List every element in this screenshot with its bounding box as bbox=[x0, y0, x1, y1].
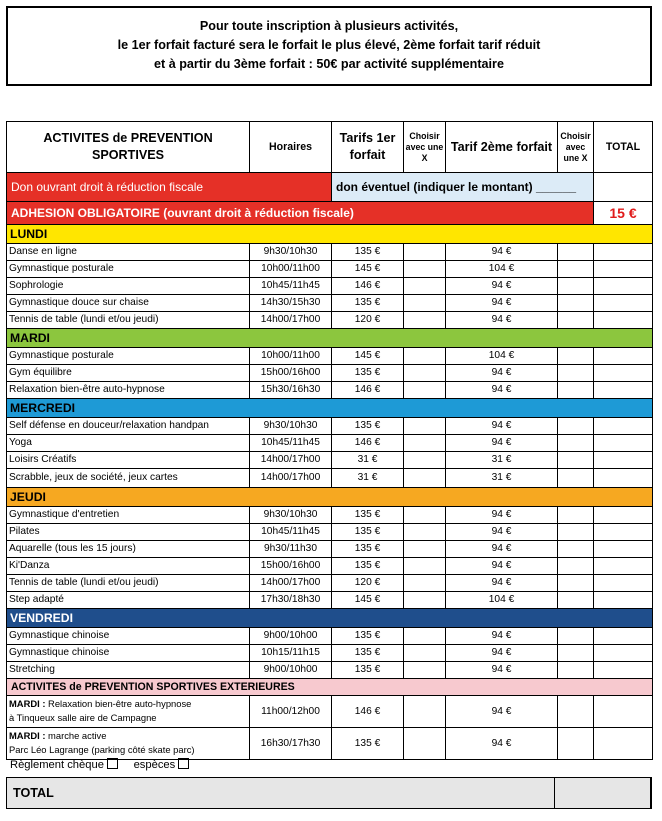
tarif-1-value: 120 € bbox=[332, 312, 404, 328]
tarif-2-value: 31 € bbox=[446, 469, 558, 487]
tarif-1-value: 135 € bbox=[332, 244, 404, 260]
tarif-2-value: 94 € bbox=[446, 541, 558, 557]
tarif-1-value: 145 € bbox=[332, 261, 404, 277]
activity-name: Gymnastique chinoise bbox=[7, 628, 250, 644]
registration-table bbox=[6, 121, 653, 760]
row-total-cell[interactable] bbox=[594, 696, 653, 727]
exterior-activity-location: à Tinqueux salle aire de Campagne bbox=[9, 712, 157, 723]
day-header-mardi bbox=[7, 329, 653, 348]
header-choisir-2: Choisir avec une X bbox=[558, 122, 594, 172]
activity-name: Gymnastique posturale bbox=[7, 261, 250, 277]
tarif-1-value: 135 € bbox=[332, 645, 404, 661]
exterior-activity-name: Relaxation bien-être auto-hypnose bbox=[45, 698, 192, 709]
choice-2-cell[interactable] bbox=[558, 662, 594, 678]
tarif-1-value: 135 € bbox=[332, 524, 404, 540]
tarif-2-value: 31 € bbox=[446, 452, 558, 468]
activity-time: 10h00/11h00 bbox=[250, 261, 332, 277]
day-label: VENDREDI bbox=[7, 609, 653, 627]
choice-2-cell[interactable] bbox=[558, 541, 594, 557]
choice-2-cell[interactable] bbox=[558, 507, 594, 523]
activity-name: Danse en ligne bbox=[7, 244, 250, 260]
cheque-checkbox[interactable] bbox=[107, 758, 118, 769]
activity-time: 11h00/12h00 bbox=[250, 696, 332, 727]
day-sections bbox=[7, 225, 653, 679]
tarif-1-value: 135 € bbox=[332, 507, 404, 523]
activity-time: 9h00/10h00 bbox=[250, 628, 332, 644]
choice-1-cell[interactable] bbox=[404, 435, 446, 451]
adhesion-fee: 15 € bbox=[594, 202, 653, 224]
exterior-activity-label bbox=[7, 728, 250, 759]
donation-total-cell[interactable] bbox=[594, 173, 653, 201]
tarif-2-value: 94 € bbox=[446, 524, 558, 540]
exterior-activity-label bbox=[7, 696, 250, 727]
activity-row bbox=[7, 348, 653, 365]
choice-2-cell[interactable] bbox=[558, 261, 594, 277]
activity-name: Ki'Danza bbox=[7, 558, 250, 574]
row-total-cell[interactable] bbox=[594, 524, 653, 540]
tarif-2-value: 94 € bbox=[446, 575, 558, 591]
choice-1-cell[interactable] bbox=[404, 728, 446, 759]
choice-2-cell[interactable] bbox=[558, 244, 594, 260]
activity-time: 9h30/10h30 bbox=[250, 244, 332, 260]
choice-2-cell[interactable] bbox=[558, 728, 594, 759]
activity-row bbox=[7, 295, 653, 312]
choice-1-cell[interactable] bbox=[404, 469, 446, 487]
choice-1-cell[interactable] bbox=[404, 558, 446, 574]
notice-line-1: Pour toute inscription à plusieurs activités, bbox=[199, 19, 459, 33]
grand-total-label: TOTAL bbox=[7, 778, 555, 808]
activity-name: Gymnastique posturale bbox=[7, 348, 250, 364]
tarif-1-value: 146 € bbox=[332, 696, 404, 727]
day-label: JEUDI bbox=[7, 488, 653, 506]
choice-2-cell[interactable] bbox=[558, 524, 594, 540]
choice-1-cell[interactable] bbox=[404, 696, 446, 727]
tarif-2-value: 94 € bbox=[446, 728, 558, 759]
header-activities: ACTIVITES de PREVENTION SPORTIVES bbox=[7, 122, 250, 172]
exterior-title: ACTIVITES de PREVENTION SPORTIVES EXTERIEURES bbox=[7, 679, 653, 695]
tarif-2-value: 94 € bbox=[446, 295, 558, 311]
choice-1-cell[interactable] bbox=[404, 524, 446, 540]
activity-time: 9h30/11h30 bbox=[250, 541, 332, 557]
tarif-1-value: 31 € bbox=[332, 469, 404, 487]
choice-2-cell[interactable] bbox=[558, 452, 594, 468]
row-total-cell[interactable] bbox=[594, 628, 653, 644]
activity-name: Pilates bbox=[7, 524, 250, 540]
activity-name: Gymnastique d'entretien bbox=[7, 507, 250, 523]
activity-time: 16h30/17h30 bbox=[250, 728, 332, 759]
choice-1-cell[interactable] bbox=[404, 452, 446, 468]
choice-2-cell[interactable] bbox=[558, 382, 594, 398]
row-total-cell[interactable] bbox=[594, 452, 653, 468]
exterior-activity-name: marche active bbox=[45, 730, 107, 741]
choice-1-cell[interactable] bbox=[404, 575, 446, 591]
tarif-1-value: 135 € bbox=[332, 365, 404, 381]
activity-row bbox=[7, 628, 653, 645]
choice-2-cell[interactable] bbox=[558, 645, 594, 661]
activity-time: 9h30/10h30 bbox=[250, 418, 332, 434]
row-total-cell[interactable] bbox=[594, 435, 653, 451]
row-total-cell[interactable] bbox=[594, 645, 653, 661]
activity-name: Loisirs Créatifs bbox=[7, 452, 250, 468]
choice-2-cell[interactable] bbox=[558, 558, 594, 574]
tarif-2-value: 94 € bbox=[446, 418, 558, 434]
activity-row bbox=[7, 278, 653, 295]
row-total-cell[interactable] bbox=[594, 558, 653, 574]
donation-row bbox=[7, 173, 653, 202]
activity-name: Relaxation bien-être auto-hypnose bbox=[7, 382, 250, 398]
activity-row bbox=[7, 662, 653, 679]
exterior-activity-row bbox=[7, 728, 653, 760]
day-label: LUNDI bbox=[7, 225, 653, 243]
activity-row bbox=[7, 507, 653, 524]
activity-time: 15h00/16h00 bbox=[250, 558, 332, 574]
notice-line-2: le 1er forfait facturé sera le forfait le plus élevé, 2ème forfait tarif réduit bbox=[117, 38, 541, 52]
tarif-1-value: 146 € bbox=[332, 278, 404, 294]
adhesion-label: ADHESION OBLIGATOIRE (ouvrant droit à réduction fiscale) bbox=[7, 202, 594, 224]
donation-amount-field[interactable]: don éventuel (indiquer le montant) ______ bbox=[332, 173, 594, 201]
tarif-1-value: 135 € bbox=[332, 541, 404, 557]
choice-1-cell[interactable] bbox=[404, 312, 446, 328]
tarif-1-value: 31 € bbox=[332, 452, 404, 468]
tarif-1-value: 135 € bbox=[332, 418, 404, 434]
notice-line-3: et à partir du 3ème forfait : 50€ par activité supplémentaire bbox=[154, 57, 504, 71]
exterior-section-header bbox=[7, 679, 653, 696]
row-total-cell[interactable] bbox=[594, 365, 653, 381]
row-total-cell[interactable] bbox=[594, 541, 653, 557]
activity-row bbox=[7, 244, 653, 261]
choice-1-cell[interactable] bbox=[404, 645, 446, 661]
header-choisir-1: Choisir avec une X bbox=[404, 122, 446, 172]
row-total-cell[interactable] bbox=[594, 244, 653, 260]
row-total-cell[interactable] bbox=[594, 418, 653, 434]
choice-2-cell[interactable] bbox=[558, 592, 594, 608]
tarif-2-value: 94 € bbox=[446, 312, 558, 328]
payment-options bbox=[10, 758, 189, 772]
tarif-2-value: 94 € bbox=[446, 662, 558, 678]
activity-name: Gymnastique chinoise bbox=[7, 645, 250, 661]
tarif-2-value: 94 € bbox=[446, 558, 558, 574]
row-total-cell[interactable] bbox=[594, 728, 653, 759]
tarif-1-value: 146 € bbox=[332, 382, 404, 398]
activity-name: Self défense en douceur/relaxation handpan bbox=[7, 418, 250, 434]
header-tarif-2: Tarif 2ème forfait bbox=[446, 122, 558, 172]
choice-2-cell[interactable] bbox=[558, 365, 594, 381]
choice-2-cell[interactable] bbox=[558, 575, 594, 591]
tarif-2-value: 94 € bbox=[446, 696, 558, 727]
activity-row bbox=[7, 645, 653, 662]
header-total: TOTAL bbox=[594, 122, 653, 172]
activity-time: 10h45/11h45 bbox=[250, 524, 332, 540]
tarif-1-value: 146 € bbox=[332, 435, 404, 451]
activity-time: 17h30/18h30 bbox=[250, 592, 332, 608]
choice-1-cell[interactable] bbox=[404, 662, 446, 678]
choice-1-cell[interactable] bbox=[404, 348, 446, 364]
row-total-cell[interactable] bbox=[594, 469, 653, 487]
row-total-cell[interactable] bbox=[594, 295, 653, 311]
activity-row bbox=[7, 261, 653, 278]
tarif-2-value: 94 € bbox=[446, 628, 558, 644]
activity-name: Gymnastique douce sur chaise bbox=[7, 295, 250, 311]
tarif-2-value: 94 € bbox=[446, 278, 558, 294]
grand-total-value[interactable] bbox=[555, 778, 651, 808]
row-total-cell[interactable] bbox=[594, 312, 653, 328]
day-label: MARDI bbox=[7, 329, 653, 347]
tarif-1-value: 135 € bbox=[332, 295, 404, 311]
activity-time: 15h30/16h30 bbox=[250, 382, 332, 398]
choice-1-cell[interactable] bbox=[404, 244, 446, 260]
activity-time: 14h30/15h30 bbox=[250, 295, 332, 311]
activity-time: 10h45/11h45 bbox=[250, 278, 332, 294]
activity-time: 14h00/17h00 bbox=[250, 575, 332, 591]
tarif-1-value: 145 € bbox=[332, 348, 404, 364]
donation-label: Don ouvrant droit à réduction fiscale bbox=[7, 173, 332, 201]
activity-time: 14h00/17h00 bbox=[250, 469, 332, 487]
activity-time: 9h30/10h30 bbox=[250, 507, 332, 523]
payment-especes-label: espèces bbox=[133, 759, 176, 771]
activity-row bbox=[7, 452, 653, 469]
row-total-cell[interactable] bbox=[594, 507, 653, 523]
activity-row bbox=[7, 558, 653, 575]
activity-row bbox=[7, 435, 653, 452]
choice-2-cell[interactable] bbox=[558, 418, 594, 434]
activity-row bbox=[7, 524, 653, 541]
day-header-jeudi bbox=[7, 488, 653, 507]
tarif-1-value: 135 € bbox=[332, 662, 404, 678]
activity-name: Scrabble, jeux de société, jeux cartes bbox=[7, 469, 250, 487]
activity-row bbox=[7, 382, 653, 399]
choice-1-cell[interactable] bbox=[404, 261, 446, 277]
activity-name: Yoga bbox=[7, 435, 250, 451]
choice-2-cell[interactable] bbox=[558, 435, 594, 451]
activity-row bbox=[7, 575, 653, 592]
tarif-2-value: 104 € bbox=[446, 261, 558, 277]
choice-1-cell[interactable] bbox=[404, 628, 446, 644]
choice-2-cell[interactable] bbox=[558, 312, 594, 328]
day-header-vendredi bbox=[7, 609, 653, 628]
row-total-cell[interactable] bbox=[594, 278, 653, 294]
activity-time: 10h45/11h45 bbox=[250, 435, 332, 451]
day-header-mercredi bbox=[7, 399, 653, 418]
tarif-2-value: 94 € bbox=[446, 244, 558, 260]
activity-name: Sophrologie bbox=[7, 278, 250, 294]
row-total-cell[interactable] bbox=[594, 592, 653, 608]
activity-time: 10h15/11h15 bbox=[250, 645, 332, 661]
choice-1-cell[interactable] bbox=[404, 382, 446, 398]
activity-row bbox=[7, 418, 653, 435]
choice-2-cell[interactable] bbox=[558, 348, 594, 364]
activity-name: Tennis de table (lundi et/ou jeudi) bbox=[7, 575, 250, 591]
exterior-activity-row bbox=[7, 696, 653, 728]
payment-cheque-label: Règlement chèque bbox=[10, 759, 104, 771]
tarif-2-value: 94 € bbox=[446, 365, 558, 381]
choice-1-cell[interactable] bbox=[404, 592, 446, 608]
choice-1-cell[interactable] bbox=[404, 507, 446, 523]
choice-1-cell[interactable] bbox=[404, 541, 446, 557]
tarif-2-value: 94 € bbox=[446, 435, 558, 451]
activity-time: 14h00/17h00 bbox=[250, 452, 332, 468]
table-header bbox=[7, 122, 653, 173]
row-total-cell[interactable] bbox=[594, 662, 653, 678]
tarif-1-value: 135 € bbox=[332, 628, 404, 644]
activity-name: Step adapté bbox=[7, 592, 250, 608]
tarif-1-value: 135 € bbox=[332, 558, 404, 574]
header-tarif-1: Tarifs 1er forfait bbox=[332, 122, 404, 172]
activity-time: 14h00/17h00 bbox=[250, 312, 332, 328]
activity-time: 15h00/16h00 bbox=[250, 365, 332, 381]
activity-name: Gym équilibre bbox=[7, 365, 250, 381]
tarif-2-value: 94 € bbox=[446, 645, 558, 661]
choice-1-cell[interactable] bbox=[404, 418, 446, 434]
row-total-cell[interactable] bbox=[594, 348, 653, 364]
tarif-2-value: 94 € bbox=[446, 382, 558, 398]
activity-time: 10h00/11h00 bbox=[250, 348, 332, 364]
row-total-cell[interactable] bbox=[594, 261, 653, 277]
activity-name: Aquarelle (tous les 15 jours) bbox=[7, 541, 250, 557]
exterior-activity-day: MARDI : bbox=[9, 698, 46, 709]
tarif-2-value: 104 € bbox=[446, 348, 558, 364]
exterior-activity-location: Parc Léo Lagrange (parking côté skate parc) bbox=[9, 744, 195, 755]
choice-2-cell[interactable] bbox=[558, 469, 594, 487]
activity-name: Tennis de table (lundi et/ou jeudi) bbox=[7, 312, 250, 328]
activity-row bbox=[7, 592, 653, 609]
activity-row bbox=[7, 312, 653, 329]
row-total-cell[interactable] bbox=[594, 575, 653, 591]
choice-1-cell[interactable] bbox=[404, 278, 446, 294]
tarif-1-value: 120 € bbox=[332, 575, 404, 591]
adhesion-row bbox=[7, 202, 653, 225]
row-total-cell[interactable] bbox=[594, 382, 653, 398]
tarif-2-value: 94 € bbox=[446, 507, 558, 523]
choice-2-cell[interactable] bbox=[558, 628, 594, 644]
activity-time: 9h00/10h00 bbox=[250, 662, 332, 678]
tarif-1-value: 135 € bbox=[332, 728, 404, 759]
choice-2-cell[interactable] bbox=[558, 295, 594, 311]
especes-checkbox[interactable] bbox=[178, 758, 189, 769]
day-label: MERCREDI bbox=[7, 399, 653, 417]
activity-row bbox=[7, 365, 653, 382]
activity-row bbox=[7, 541, 653, 558]
choice-2-cell[interactable] bbox=[558, 696, 594, 727]
exterior-activity-day: MARDI : bbox=[9, 730, 46, 741]
choice-2-cell[interactable] bbox=[558, 278, 594, 294]
header-horaires: Horaires bbox=[250, 122, 332, 172]
choice-1-cell[interactable] bbox=[404, 365, 446, 381]
activity-name: Stretching bbox=[7, 662, 250, 678]
tarif-2-value: 104 € bbox=[446, 592, 558, 608]
activity-row bbox=[7, 469, 653, 488]
grand-total-row bbox=[6, 777, 652, 809]
exterior-activities bbox=[7, 696, 653, 760]
day-header-lundi bbox=[7, 225, 653, 244]
choice-1-cell[interactable] bbox=[404, 295, 446, 311]
tarif-1-value: 145 € bbox=[332, 592, 404, 608]
pricing-notice bbox=[6, 6, 652, 86]
